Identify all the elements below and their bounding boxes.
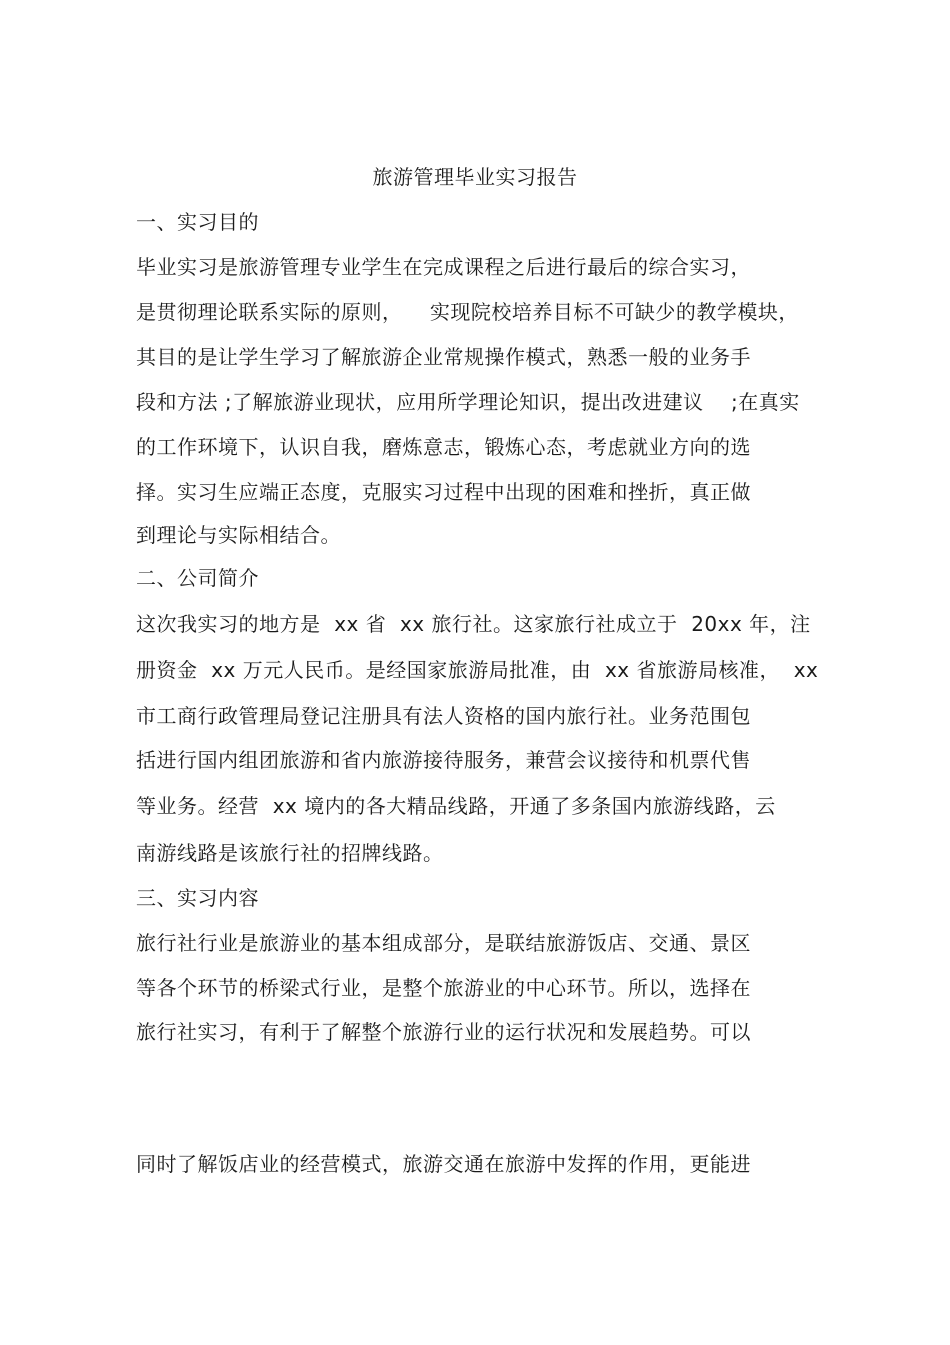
paragraph-line: 到理论与实际相结合。 <box>136 523 341 547</box>
section-heading-company: 二、公司简介 <box>136 566 259 590</box>
paragraph-line: 毕业实习是旅游管理专业学生在完成课程之后进行最后的综合实习， <box>136 255 751 279</box>
paragraph-line: 段和方法 ;了解旅游业现状，应用所学理论知识，提出改进建议 ;在真实 <box>136 390 800 414</box>
paragraph-line: 其目的是让学生学习了解旅游企业常规操作模式，熟悉一般的业务手 <box>136 345 751 369</box>
paragraph-line: 括进行国内组团旅游和省内旅游接待服务，兼营会议接待和机票代售 <box>136 748 751 772</box>
paragraph-line: 册资金 xx 万元人民币。是经国家旅游局批准，由 xx 省旅游局核准， xx <box>136 658 819 682</box>
paragraph-line: 旅行社行业是旅游业的基本组成部分，是联结旅游饭店、交通、景区 <box>136 931 751 955</box>
section-heading-purpose: 一、实习目的 <box>136 210 259 234</box>
paragraph-line-continuation: 同时了解饭店业的经营模式，旅游交通在旅游中发挥的作用，更能进 <box>136 1152 751 1176</box>
paragraph-line: 南游线路是该旅行社的招牌线路。 <box>136 841 444 865</box>
paragraph-line: 等业务。经营 xx 境内的各大精品线路，开通了多条国内旅游线路，云 <box>136 794 776 818</box>
section-heading-content: 三、实习内容 <box>136 886 259 910</box>
paragraph-line: 市工商行政管理局登记注册具有法人资格的国内旅行社。业务范围包 <box>136 704 751 728</box>
paragraph-line: 的工作环境下，认识自我，磨炼意志，锻炼心态，考虑就业方向的选 <box>136 435 751 459</box>
paragraph-line: 择。实习生应端正态度，克服实习过程中出现的困难和挫折，真正做 <box>136 480 751 504</box>
paragraph-line: 是贯彻理论联系实际的原则， 实现院校培养目标不可缺少的教学模块， <box>136 300 799 324</box>
page-title: 旅游管理毕业实习报告 <box>372 165 578 189</box>
paragraph-line: 这次我实习的地方是 xx 省 xx 旅行社。这家旅行社成立于 20xx 年，注 <box>136 612 811 636</box>
paragraph-line: 等各个环节的桥梁式行业，是整个旅游业的中心环节。所以，选择在 <box>136 976 751 1000</box>
paragraph-line: 旅行社实习，有利于了解整个旅游行业的运行状况和发展趋势。可以 <box>136 1020 751 1044</box>
